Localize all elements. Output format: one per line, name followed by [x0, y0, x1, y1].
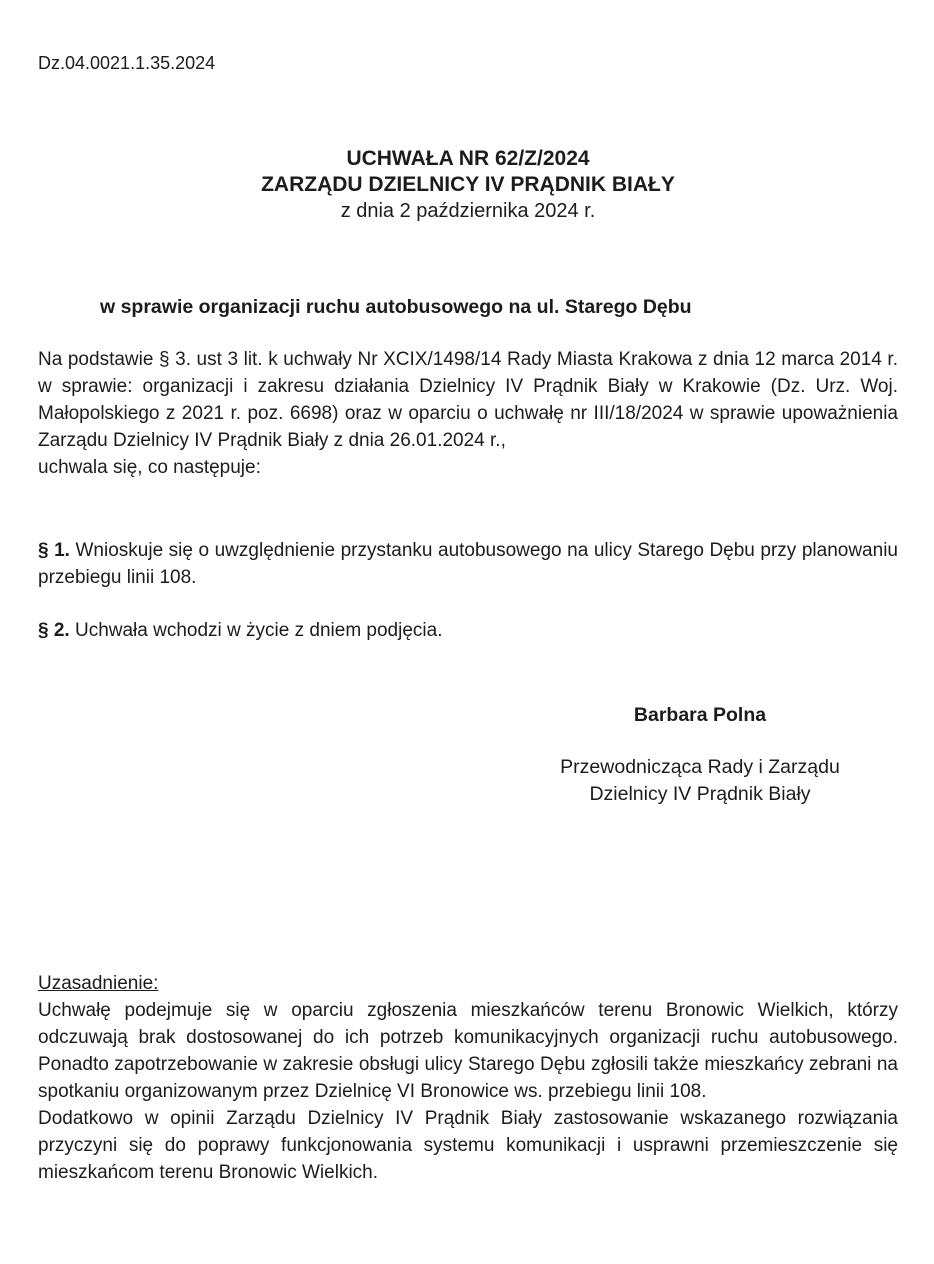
resolution-date-line: z dnia 2 października 2024 r. — [340, 200, 596, 222]
section-paragraph-1 — [38, 537, 898, 591]
section-2-text: Uchwała wchodzi w życie z dniem podjęcia. — [74, 620, 443, 641]
signatory-title — [470, 754, 930, 808]
resolution-number-heading: UCHWAŁA NR 62/Z/2024 — [346, 147, 590, 170]
signatory-title-line-2: Dzielnicy IV Prądnik Biały — [589, 783, 811, 805]
resolution-title-block — [38, 146, 898, 224]
legal-basis-preamble: Na podstawie § 3. ust 3 lit. k uchwały Nr XCIX/1498/14 Rady Miasta Krakowa z dnia 12 marca 2014 r. w sprawie: organizacji i zakresu działania Dzielnicy IV Prądnik Biały w Krakowie (Dz. Urz. Woj. Małopolskiego z 2021 r. poz. 6698) oraz w oparciu o uchwałę nr III/18/2024 w sprawie upoważnienia Zarządu Dzielnicy IV Prądnik Biały z dnia 26.01.2024 r., — [38, 349, 898, 451]
justification-section — [38, 970, 898, 1186]
journal-reference-number: Dz.04.0021.1.35.2024 — [38, 53, 216, 73]
signatory-name: Barbara Polna — [633, 704, 767, 726]
preamble-closing-line: uchwala się, co następuje: — [38, 457, 261, 478]
signature-block — [470, 702, 930, 808]
section-1-marker: § 1. — [38, 540, 76, 561]
justification-heading: Uzasadnienie: — [38, 973, 159, 994]
justification-paragraph-2: Dodatkowo w opinii Zarządu Dzielnicy IV Prądnik Biały zastosowanie wskazanego rozwiązania przyczyni się do poprawy funkcjonowania systemu komunikacji i usprawni przemieszczenie się mieszkańcom terenu Bronowic Wielkich. — [38, 1108, 898, 1183]
section-paragraph-2 — [38, 617, 898, 644]
resolution-subject-line: w sprawie organizacji ruchu autobusowego na ul. Starego Dębu — [100, 296, 692, 318]
justification-paragraph-1: Uchwałę podejmuje się w oparciu zgłoszenia mieszkańców terenu Bronowic Wielkich, którzy odczuwają brak dostosowanej do ich potrzeb komunikacyjnych organizacji ruchu autobusowego. Ponadto zapotrzebowanie w zakresie obsługi ulicy Starego Dębu zgłosili także mieszkańcy zebrani na spotkaniu organizowanym przez Dzielnicę VI Bronowice ws. przebiegu linii 108. — [38, 1000, 898, 1102]
issuing-body-heading: ZARZĄDU DZIELNICY IV PRĄDNIK BIAŁY — [261, 173, 675, 196]
signatory-title-line-1: Przewodnicząca Rady i Zarządu — [560, 756, 840, 778]
section-2-marker: § 2. — [38, 620, 75, 641]
section-1-text: Wnioskuje się o uwzględnienie przystanku autobusowego na ulicy Starego Dębu przy planowaniu przebiegu linii 108. — [38, 540, 898, 588]
